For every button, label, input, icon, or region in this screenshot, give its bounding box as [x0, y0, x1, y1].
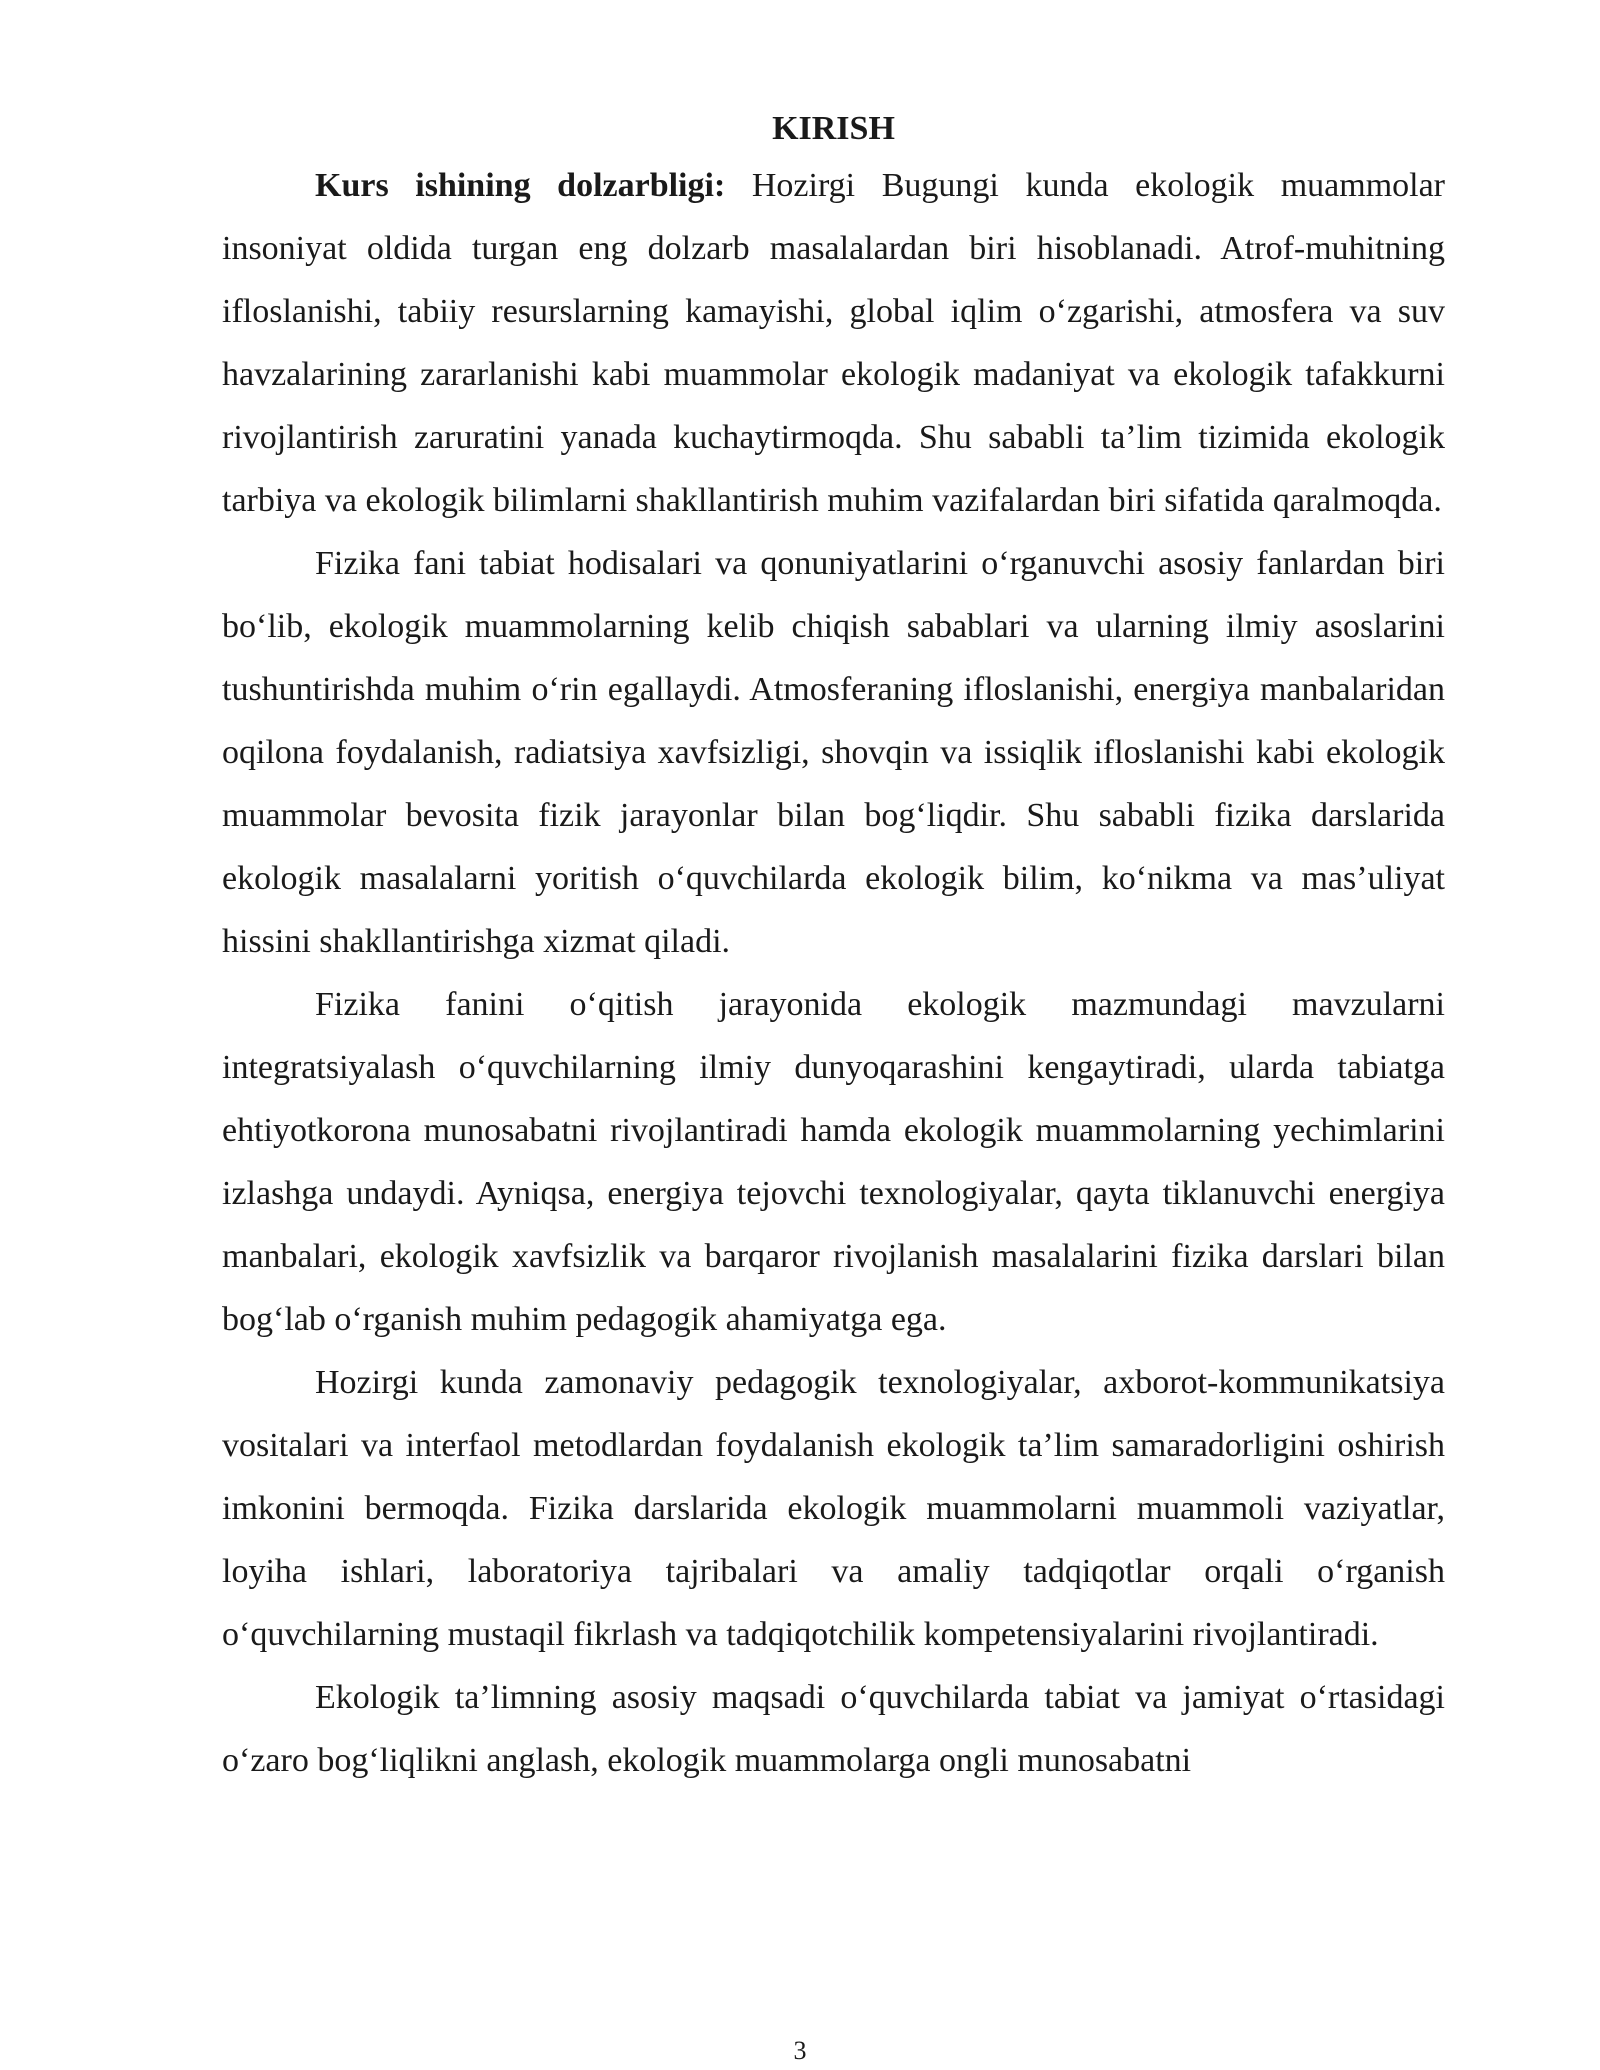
section-title: KIRISH	[772, 110, 895, 147]
paragraph-5	[222, 1666, 1445, 1792]
paragraph-text: Fizika fani tabiat hodisalari va qonuniyatlarini o‘rganuvchi asosiy fanlardan biri bo‘lib, ekologik muammolarning kelib chiqish sabablari va ularning ilmiy asoslarini tushuntirishda muhim o‘rin egallaydi. Atmosferaning ifloslanishi, energiya manbalaridan oqilona foydalanish, radiatsiya xavfsizligi, shovqin va issiqlik ifloslanishi kabi ekologik muammolar bevosita fizik jarayonlar bilan bog‘liqdir. Shu sababli fizika darslarida ekologik masalalarni yoritish o‘quvchilarda ekologik bilim, ko‘nikma va mas’uliyat hissini shakllantirishga xizmat qiladi.	[222, 545, 1445, 960]
paragraph-text: Hozirgi Bugungi kunda ekologik muammolar insoniyat oldida turgan eng dolzarb masalalardan biri hisoblanadi. Atrof-muhitning ifloslanishi, tabiiy resurslarning kamayishi, global iqlim o‘zgarishi, atmosfera va suv havzalarining zararlanishi kabi muammolar ekologik madaniyat va ekologik tafakkurni rivojlantirish zaruratini yanada kuchaytirmoqda. Shu sababli ta’lim tizimida ekologik tarbiya va ekologik bilimlarni shakllantirish muhim vazifalardan biri sifatida qaralmoqda.	[222, 167, 1445, 519]
page-number: 3	[793, 2036, 807, 2065]
paragraph-text: Ekologik ta’limning asosiy maqsadi o‘quvchilarda tabiat va jamiyat o‘rtasidagi o‘zaro bog‘liqlikni anglash, ekologik muammolarga ongli munosabatni	[222, 1679, 1445, 1779]
paragraph-lead: Kurs ishining dolzarbligi:	[315, 167, 726, 204]
paragraph-4	[222, 1351, 1445, 1666]
paragraph-2	[222, 532, 1445, 973]
paragraph-text: Fizika fanini o‘qitish jarayonida ekologik mazmundagi mavzularni integratsiyalash o‘quvchilarning ilmiy dunyoqarashini kengaytiradi, ularda tabiatga ehtiyotkorona munosabatni rivojlantiradi hamda ekologik muammolarning yechimlarini izlashga undaydi. Ayniqsa, energiya tejovchi texnologiyalar, qayta tiklanuvchi energiya manbalari, ekologik xavfsizlik va barqaror rivojlanish masalalarini fizika darslari bilan bog‘lab o‘rganish muhim pedagogik ahamiyatga ega.	[222, 986, 1445, 1338]
paragraph-3	[222, 973, 1445, 1351]
paragraph-1	[222, 154, 1445, 532]
paragraph-text: Hozirgi kunda zamonaviy pedagogik texnologiyalar, axborot-kommunikatsiya vositalari va interfaol metodlardan foydalanish ekologik ta’lim samaradorligini oshirish imkonini bermoqda. Fizika darslarida ekologik muammolarni muammoli vaziyatlar, loyiha ishlari, laboratoriya tajribalari va amaliy tadqiqotlar orqali o‘rganish o‘quvchilarning mustaqil fikrlash va tadqiqotchilik kompetensiyalarini rivojlantiradi.	[222, 1364, 1445, 1653]
page-body	[222, 104, 1445, 1792]
